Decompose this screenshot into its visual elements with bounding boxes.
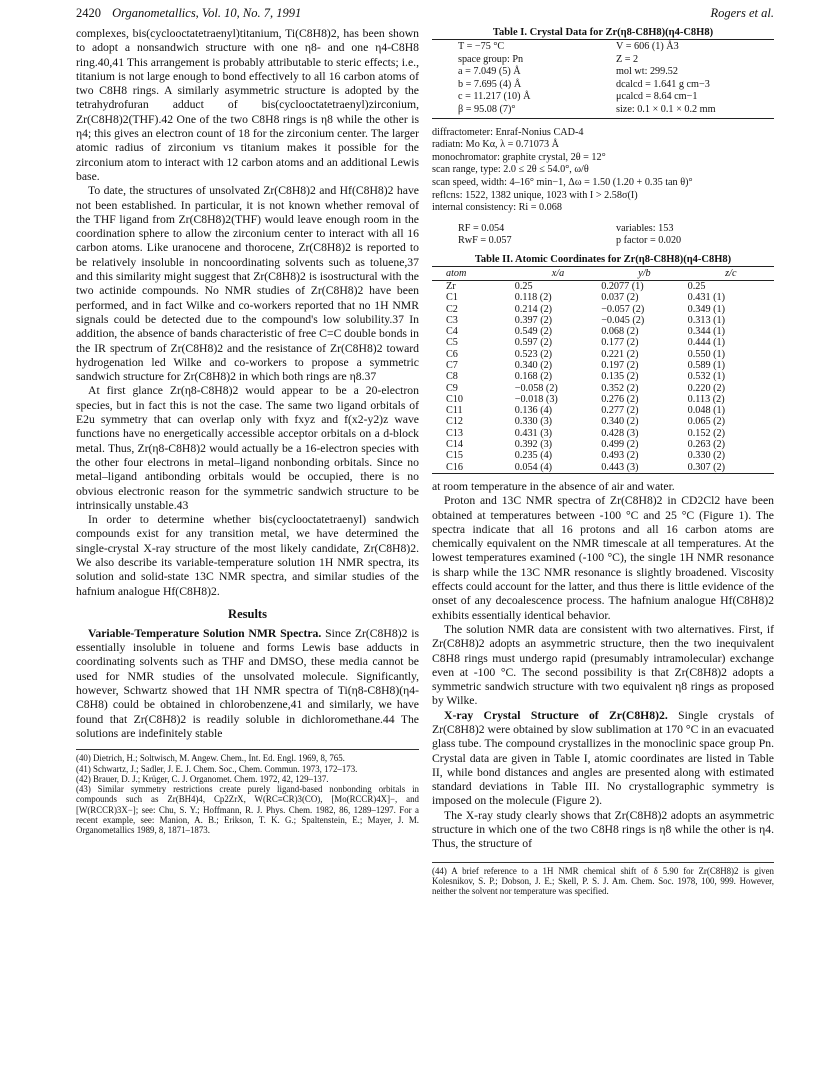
table-row xyxy=(432,462,774,473)
coordinate-cell: 0.220 (2) xyxy=(687,382,726,394)
paragraph: The solution NMR data are consistent with two alternatives. First, if Zr(C8H8)2 adopts an asymmetric structure, then the two inequivalent C8H8 rings must undergo rapid (presumably intramolecular) exchange even at -100 °C. The second possibility is that Zr(C8H8)2 adopts a symmetric sandwich structure with two equivalent η8 rings as proposed by Wilke. xyxy=(432,622,774,708)
param: β = 95.08 (7)° xyxy=(458,103,516,115)
atom-label: C4 xyxy=(446,326,458,338)
page-number: 2420 xyxy=(76,6,101,20)
table-row xyxy=(432,315,774,326)
coordinate-cell: 0.177 (2) xyxy=(601,337,639,349)
param: internal consistency: Ri = 0.068 xyxy=(432,202,562,214)
coordinate-cell: 0.2077 (1) xyxy=(601,280,644,292)
coordinate-cell: 0.048 (1) xyxy=(687,405,726,417)
table-atomic-coordinates xyxy=(432,254,774,474)
subsection-heading: X-ray Crystal Structure of Zr(C8H8)2. xyxy=(444,708,668,722)
param: dcalcd = 1.641 g cm−3 xyxy=(616,78,710,90)
param: V = 606 (1) Å3 xyxy=(616,41,679,52)
coordinate-cell: 0.428 (3) xyxy=(601,427,639,439)
running-header-left xyxy=(76,6,301,21)
coordinate-cell: 0.221 (2) xyxy=(601,348,639,360)
subsection-text: Since Zr(C8H8)2 is essentially insoluble in toluene and forms Lewis base adducts in coordinating solvents such as THF and DMSO, these media cannot be used for NMR studies of the unsolvated molecule. Significantly, however, Schwartz showed that 1H NMR spectra of Ti(η8-C8H8)(η4-C8H8) could be obtained in chlorobenzene,41 and similarly, we have found that Zr(C8H8)2 is readily soluble in dichloromethane.44 The solutions are indefinitely stable xyxy=(76,626,420,740)
coordinate-cell: 0.352 (2) xyxy=(601,382,639,394)
paragraph: at room temperature in the absence of air and water. xyxy=(432,479,675,493)
footnote: (42) Brauer, D. J.; Krüger, C. J. Organomet. Chem. 1972, 42, 129–137. xyxy=(76,773,329,784)
footnote: (41) Schwartz, J.; Sadler, J. E. J. Chem. Soc., Chem. Commun. 1973, 172–173. xyxy=(76,763,358,774)
atom-label: C12 xyxy=(446,416,463,428)
footnote: (44) A brief reference to a 1H NMR chemical shift of δ 5.90 for Zr(C8H8)2 is given Kolesnikov, S. P.; Dobson, J. E.; Skell, P. S. J. Am. Chem. Soc. 1978, 100, 999. However, neither the solvent nor temperature was specified. xyxy=(432,865,774,897)
table-row xyxy=(432,371,774,382)
atom-label: C7 xyxy=(446,359,458,371)
coordinate-cell: 0.597 (2) xyxy=(514,337,553,349)
journal-citation: Organometallics, Vol. 10, No. 7, 1991 xyxy=(112,6,302,20)
coordinate-cell: 0.431 (3) xyxy=(514,427,553,439)
footnote-divider xyxy=(432,862,774,863)
subsection-text: Single crystals of Zr(C8H8)2 were obtained by slow sublimation at 170 °C in an evacuated glass tube. The compound crystallizes in the monoclinic space group Pn. Crystal data are given in Table I, atomic coordinates are listed in Table II, while bond distances and angles are presented along with estimated standard deviations in Table III. No crystallographic symmetry is imposed on the molecule (Figure 2). xyxy=(432,708,775,808)
footnote: (43) Similar symmetry restrictions create purely ligand-based nonbonding orbitals in compounds such as Zr(BH4)4, Cp2ZrX, W(RC≡CR)3(CO), [Mo(RCCR)4X]−, and [W(RCCR)3X−]; see: Chu, S. Y.; Hoffmann, R. J. Phys. Chem. 1982, 86, 1289–1297. For a recent example, see: Manion, A. B.; Erikson, T. K. G.; Spaltenstein, E.; Mayer, J. M. Organometallics 1989, 8, 1871–1873. xyxy=(76,784,419,836)
table-title: Table I. Crystal Data for Zr(η8-C8H8)(η4-C8H8) xyxy=(492,27,714,38)
table-crystal-data xyxy=(432,27,774,254)
coordinate-cell: 0.330 (3) xyxy=(514,416,553,428)
param: a = 7.049 (5) Å xyxy=(458,66,521,78)
column-header: atom xyxy=(432,267,515,281)
running-header-authors: Rogers et al. xyxy=(710,6,774,20)
coordinate-cell: 0.340 (2) xyxy=(601,416,639,428)
param: b = 7.695 (4) Å xyxy=(458,78,522,90)
coordinate-cell: 0.392 (3) xyxy=(514,439,553,451)
section-heading-results: Results xyxy=(228,606,267,621)
coordinate-cell: −0.057 (2) xyxy=(601,303,645,315)
table-row xyxy=(432,360,774,371)
coordinate-cell: 0.344 (1) xyxy=(687,326,726,338)
param: space group: Pn xyxy=(458,53,524,65)
coordinate-cell: 0.549 (2) xyxy=(514,326,553,338)
paragraph: To date, the structures of unsolvated Zr(C8H8)2 and Hf(C8H8)2 have not been established. In particular, it is not known whether removal of the THF ligand from Zr(C8H8)2(THF) would leave enough room in the coordination sphere to allow the zirconium center to interact with all 16 carbon atoms. Like uranocene and thorocene, Zr(C8H8)2 is reported to be relatively insoluble in noncoordinating solvents such as toluene,37 and this similarity might suggest that Zr(C8H8)2 is isostructural with the two actinide compounds. No NMR studies of Zr(C8H8)2 have been performed, and in fact Wilke and co-workers reported that no 1H NMR signals could be detected due to the compound's low solubility.37 In addition, the absence of bands characteristic of free C=C double bonds in the IR spectrum of Zr(C8H8)2 and the resistance of Zr(C8H8)2 toward hydrogenation led Wilke and co-workers to propose a symmetric sandwich structure for Zr(C8H8)2 in which both rings are η8.37 xyxy=(76,184,419,384)
param: Z = 2 xyxy=(616,53,639,65)
coordinate-cell: 0.550 (1) xyxy=(687,348,726,360)
crystal-params-right xyxy=(616,41,774,117)
coordinate-cell: 0.523 (2) xyxy=(514,348,553,360)
atom-label: C10 xyxy=(446,393,463,405)
left-column xyxy=(76,27,419,836)
atom-label: C5 xyxy=(446,337,458,349)
param: T = −75 °C xyxy=(458,41,505,52)
coordinate-cell: 0.330 (2) xyxy=(687,450,726,462)
param: scan range, type: 2.0 ≤ 2θ ≤ 54.0°, ω/θ xyxy=(432,164,589,176)
coordinate-cell: 0.493 (2) xyxy=(601,450,639,462)
table-header-row xyxy=(432,267,774,281)
param: RF = 0.054 xyxy=(458,222,505,234)
paragraph: Proton and 13C NMR spectra of Zr(C8H8)2 in CD2Cl2 have been obtained at temperatures between -100 °C and 25 °C (Figure 1). The spectra indicate that all 16 protons and all 16 carbon atoms are chemically equivalent on the NMR timescale at all temperatures. At the lowest temperatures examined (-100 °C), the single 1H NMR resonance is sharp while the 13C NMR resonance is slightly broadened. Viscosity effects could account for the latter, and thus there is little evidence of the onset of any decoalescence process. The hafnium analogue Hf(C8H8)2 exhibits essentially identical behavior. xyxy=(432,494,774,622)
coordinate-cell: 0.499 (2) xyxy=(601,439,639,451)
coordinate-cell: 0.340 (2) xyxy=(514,359,553,371)
coordinate-cell: 0.168 (2) xyxy=(514,371,553,383)
coordinate-cell: 0.152 (2) xyxy=(687,427,726,439)
param: μcalcd = 8.64 cm−1 xyxy=(616,91,698,103)
coordinates-table xyxy=(432,267,774,473)
table-row xyxy=(432,326,774,337)
data-collection-params xyxy=(432,127,774,215)
param: monochromator: graphite crystal, 2θ = 12° xyxy=(432,151,606,163)
coordinate-cell: 0.397 (2) xyxy=(514,314,553,326)
coordinate-cell: 0.235 (4) xyxy=(514,450,553,462)
table-title: Table II. Atomic Coordinates for Zr(η8-C8H8)(η4-C8H8) xyxy=(474,253,732,265)
atom-label: C6 xyxy=(446,348,458,360)
coordinate-cell: 0.118 (2) xyxy=(514,292,552,304)
param: RwF = 0.057 xyxy=(458,235,512,247)
atom-label: C8 xyxy=(446,371,458,383)
table-row xyxy=(432,349,774,360)
table-row xyxy=(432,304,774,315)
coordinate-cell: −0.045 (2) xyxy=(601,314,645,326)
table-row xyxy=(432,416,774,427)
coordinate-cell: 0.065 (2) xyxy=(687,416,726,428)
coordinate-cell: 0.443 (3) xyxy=(601,461,639,473)
coordinate-cell: 0.431 (1) xyxy=(687,292,726,304)
subsection-paragraph xyxy=(76,627,419,741)
coordinate-cell: 0.313 (1) xyxy=(687,314,726,326)
column-header: y/b xyxy=(601,267,687,281)
coordinate-cell: 0.037 (2) xyxy=(601,292,639,304)
atom-label: C13 xyxy=(446,427,463,439)
coordinate-cell: 0.263 (2) xyxy=(687,439,726,451)
coordinate-cell: 0.276 (2) xyxy=(601,393,639,405)
paragraph: complexes, bis(cyclooctatetraenyl)titanium, Ti(C8H8)2, has been shown to adopt a nonsandwich structure with one η8- and one η4-C8H8 ring.40,41 This arrangement is probably attributable to steric effects; i.e., titanium is not large enough to bond effectively to all 16 carbon atoms of two C8H8 rings. A similarly asymmetric structure is adopted by the tetrahydrofuran adduct of bis(cyclooctatetraenyl)zirconium, Zr(C8H8)2(THF).42 One of the two C8H8 rings is η8 while the other is η4; this gives an electron count of 18 for the zirconium center. The larger atomic radius of zirconium vs titanium makes it possible for the zirconium atom to interact with 12 carbon atoms and an additional Lewis base. xyxy=(76,27,419,183)
atom-label: C3 xyxy=(446,314,458,326)
coordinate-cell: 0.589 (1) xyxy=(687,359,726,371)
atom-label: C9 xyxy=(446,382,458,394)
coordinate-cell: 0.136 (4) xyxy=(514,405,553,417)
coordinate-cell: 0.197 (2) xyxy=(601,359,639,371)
table-row xyxy=(432,439,774,450)
paragraph: In order to determine whether bis(cyclooctatetraenyl) sandwich compounds exist for any transition metal, we have determined the single-crystal X-ray structure of the most likely candidate, Zr(C8H8)2. We also describe its variable-temperature solution 1H NMR spectra, its solution and solid-state 13C NMR spectra, and similar studies of the hafnium analogue Hf(C8H8)2. xyxy=(76,513,419,598)
table-row xyxy=(432,405,774,416)
atom-label: C1 xyxy=(446,292,458,304)
crystal-params-left xyxy=(458,41,616,117)
param: diffractometer: Enraf-Nonius CAD-4 xyxy=(432,126,584,138)
table-row xyxy=(432,450,774,461)
footnote-divider xyxy=(76,749,419,750)
column-header: z/c xyxy=(688,267,774,281)
param: size: 0.1 × 0.1 × 0.2 mm xyxy=(616,103,716,115)
paragraph: The X-ray study clearly shows that Zr(C8H8)2 adopts an asymmetric structure in which one of the two C8H8 rings is η8 while the other is η4. Thus, the structure of xyxy=(432,808,774,851)
atom-label: C11 xyxy=(446,405,463,417)
coordinate-cell: 0.444 (1) xyxy=(687,337,726,349)
coordinate-cell: 0.068 (2) xyxy=(601,326,639,338)
atom-label: C2 xyxy=(446,303,458,315)
coordinate-cell: 0.277 (2) xyxy=(601,405,639,417)
coordinate-cell: −0.058 (2) xyxy=(514,382,558,394)
table-row xyxy=(432,383,774,394)
coordinate-cell: 0.25 xyxy=(514,280,533,292)
table-row xyxy=(432,292,774,303)
param: p factor = 0.020 xyxy=(616,235,682,247)
column-header: x/a xyxy=(515,267,601,281)
table-row xyxy=(432,280,774,292)
atom-label: C14 xyxy=(446,439,463,451)
coordinate-cell: −0.018 (3) xyxy=(514,393,558,405)
refinement-params xyxy=(432,215,774,254)
coordinate-cell: 0.214 (2) xyxy=(514,303,553,315)
crystal-params xyxy=(432,40,774,118)
subsection-heading: Variable-Temperature Solution NMR Spectra. xyxy=(88,626,322,640)
right-column xyxy=(432,27,774,897)
atom-label: Zr xyxy=(446,280,456,292)
param: scan speed, width: 4–16° min−1, Δω = 1.50 (1.20 + 0.35 tan θ)° xyxy=(432,176,693,188)
paragraph: At first glance Zr(η8-C8H8)2 would appear to be a 20-electron species, but in fact this is not the case. The same two ligand orbitals of E2u symmetry that can overlap only with fxyz and f(x2-y2)z wave functions have no energetically accessible acceptor orbitals on a d-block metal. Thus, Zr(η8-C8H8)2 would actually be a 16-electron species with the other four electrons in metal–ligand nonbonding orbitals. Since no metal–ligand antibonding orbitals would be occupied, there is no obvious electronic reason for the symmetric sandwich structure to be intrinsically unstable.43 xyxy=(76,384,419,512)
param: mol wt: 299.52 xyxy=(616,66,678,78)
coordinate-cell: 0.349 (1) xyxy=(687,303,726,315)
coordinate-cell: 0.307 (2) xyxy=(687,461,726,473)
coordinate-cell: 0.054 (4) xyxy=(514,461,553,473)
param: reflcns: 1522, 1382 unique, 1023 with I > 2.58σ(I) xyxy=(432,189,638,201)
subsection-paragraph xyxy=(432,709,774,809)
coordinate-cell: 0.532 (1) xyxy=(687,371,726,383)
atom-label: C16 xyxy=(446,461,463,473)
coordinate-cell: 0.25 xyxy=(687,280,706,292)
atom-label: C15 xyxy=(446,450,463,462)
footnote: (40) Dietrich, H.; Soltwisch, M. Angew. Chem., Int. Ed. Engl. 1969, 8, 765. xyxy=(76,753,345,764)
table-row xyxy=(432,394,774,405)
table-row xyxy=(432,428,774,439)
param: radiatn: Mo Kα, λ = 0.71073 Å xyxy=(432,139,559,151)
coordinates-table-body xyxy=(432,280,774,473)
param: variables: 153 xyxy=(616,222,674,234)
param: c = 11.217 (10) Å xyxy=(458,91,531,103)
table-row xyxy=(432,337,774,348)
coordinate-cell: 0.113 (2) xyxy=(687,393,725,405)
table-rule xyxy=(432,118,774,119)
coordinate-cell: 0.135 (2) xyxy=(601,371,639,383)
